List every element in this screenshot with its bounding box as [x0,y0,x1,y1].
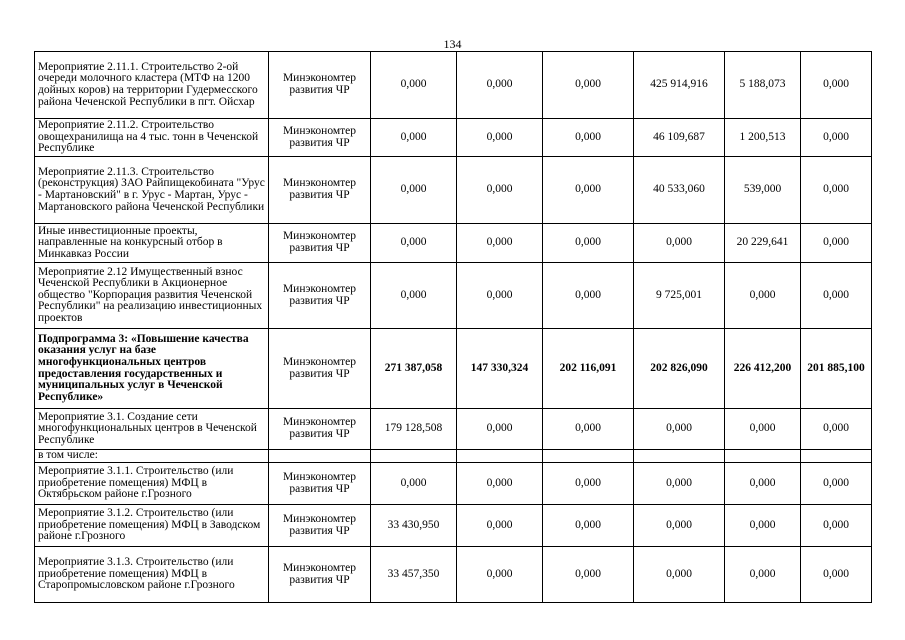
amount-cell: 0,000 [801,52,872,119]
executor: Минэкономтер развития ЧР [269,119,371,157]
amount-cell: 0,000 [457,547,543,603]
activity-name: Мероприятие 2.11.3. Строительство (реконструкция) ЗАО Райпищекобината "Урус - Мартановский" в г. Урус - Мартан, Урус - Мартановского района Чеченской Республики [35,157,269,224]
table-row [35,463,872,505]
amount-cell: 0,000 [543,463,634,505]
table-row [35,450,872,463]
amount-cell: 0,000 [543,409,634,450]
subprogram-name: Подпрограмма 3: «Повышение качества оказания услуг на базе многофункциональных центров предоставления государственных и муниципальных услуг в Чеченской Республике» [35,329,269,409]
table-row [35,505,872,547]
table-row [35,224,872,263]
subprogram-row [35,329,872,409]
amount-cell: 0,000 [371,463,457,505]
amount-cell: 201 885,100 [801,329,872,409]
table-row [35,157,872,224]
amount-cell: 0,000 [801,263,872,329]
amount-cell: 0,000 [543,224,634,263]
amount-cell: 0,000 [371,52,457,119]
executor [269,450,371,463]
amount-cell: 33 430,950 [371,505,457,547]
activity-name: Мероприятие 3.1.3. Строительство (или приобретение помещения) МФЦ в Старопромысловском районе г.Грозного [35,547,269,603]
amount-cell: 0,000 [634,224,725,263]
budget-table [34,51,872,603]
amount-cell: 539,000 [725,157,801,224]
amount-cell: 0,000 [634,463,725,505]
amount-cell: 0,000 [801,505,872,547]
executor: Минэкономтер развития ЧР [269,329,371,409]
amount-cell: 1 200,513 [725,119,801,157]
executor: Минэкономтер развития ЧР [269,463,371,505]
amount-cell: 271 387,058 [371,329,457,409]
amount-cell: 0,000 [801,409,872,450]
amount-cell: 147 330,324 [457,329,543,409]
amount-cell: 0,000 [457,263,543,329]
amount-cell: 0,000 [801,463,872,505]
amount-cell [801,450,872,463]
amount-cell: 0,000 [457,463,543,505]
activity-name: Мероприятие 2.12 Имущественный взнос Чеченской Республики в Акционерное общество "Корпорация развития Чеченской Республики" на реализацию инвестиционных проектов [35,263,269,329]
amount-cell: 0,000 [371,157,457,224]
amount-cell: 0,000 [457,52,543,119]
table-row [35,263,872,329]
amount-cell: 0,000 [634,505,725,547]
activity-name: Мероприятие 3.1. Создание сети многофункциональных центров в Чеченской Республике [35,409,269,450]
executor: Минэкономтер развития ЧР [269,409,371,450]
amount-cell: 0,000 [371,119,457,157]
activity-name: Мероприятие 2.11.2. Строительство овощехранилища на 4 тыс. тонн в Чеченской Республике [35,119,269,157]
amount-cell: 202 826,090 [634,329,725,409]
executor: Минэкономтер развития ЧР [269,157,371,224]
amount-cell: 0,000 [725,409,801,450]
amount-cell: 0,000 [725,463,801,505]
amount-cell: 226 412,200 [725,329,801,409]
amount-cell: 179 128,508 [371,409,457,450]
page-number: 134 [443,37,462,51]
amount-cell: 202 116,091 [543,329,634,409]
amount-cell: 0,000 [543,505,634,547]
amount-cell: 0,000 [371,224,457,263]
executor: Минэкономтер развития ЧР [269,52,371,119]
amount-cell: 33 457,350 [371,547,457,603]
table-row [35,52,872,119]
activity-name: Иные инвестиционные проекты, направленные на конкурсный отбор в Минкавказ России [35,224,269,263]
amount-cell: 0,000 [543,547,634,603]
amount-cell: 0,000 [801,119,872,157]
amount-cell: 0,000 [457,505,543,547]
amount-cell: 0,000 [371,263,457,329]
activity-name: Мероприятие 2.11.1. Строительство 2-ой очереди молочного кластера (МТФ на 1200 дойных коров) на территории Гудермесского района Чеченской Республики в пгт. Ойсхар [35,52,269,119]
executor: Минэкономтер развития ЧР [269,547,371,603]
amount-cell: 0,000 [801,547,872,603]
amount-cell: 0,000 [801,157,872,224]
amount-cell: 0,000 [457,224,543,263]
table-row [35,119,872,157]
amount-cell: 0,000 [725,547,801,603]
amount-cell: 0,000 [543,119,634,157]
amount-cell: 0,000 [543,157,634,224]
amount-cell: 46 109,687 [634,119,725,157]
amount-cell: 0,000 [725,263,801,329]
activity-name: Мероприятие 3.1.1. Строительство (или приобретение помещения) МФЦ в Октябрьском районе г.Грозного [35,463,269,505]
amount-cell: 0,000 [634,547,725,603]
amount-cell [457,450,543,463]
amount-cell: 0,000 [543,263,634,329]
activity-name: Мероприятие 3.1.2. Строительство (или приобретение помещения) МФЦ в Заводском районе г.Грозного [35,505,269,547]
amount-cell: 0,000 [457,157,543,224]
amount-cell: 5 188,073 [725,52,801,119]
amount-cell: 0,000 [725,505,801,547]
amount-cell: 0,000 [543,52,634,119]
amount-cell [543,450,634,463]
amount-cell [634,450,725,463]
table-row [35,547,872,603]
amount-cell [371,450,457,463]
amount-cell: 0,000 [634,409,725,450]
amount-cell: 425 914,916 [634,52,725,119]
activity-name: в том числе: [35,450,269,463]
amount-cell: 40 533,060 [634,157,725,224]
amount-cell: 0,000 [457,409,543,450]
amount-cell [725,450,801,463]
amount-cell: 0,000 [801,224,872,263]
executor: Минэкономтер развития ЧР [269,224,371,263]
table-row [35,409,872,450]
executor: Минэкономтер развития ЧР [269,263,371,329]
amount-cell: 0,000 [457,119,543,157]
amount-cell: 9 725,001 [634,263,725,329]
executor: Минэкономтер развития ЧР [269,505,371,547]
amount-cell: 20 229,641 [725,224,801,263]
